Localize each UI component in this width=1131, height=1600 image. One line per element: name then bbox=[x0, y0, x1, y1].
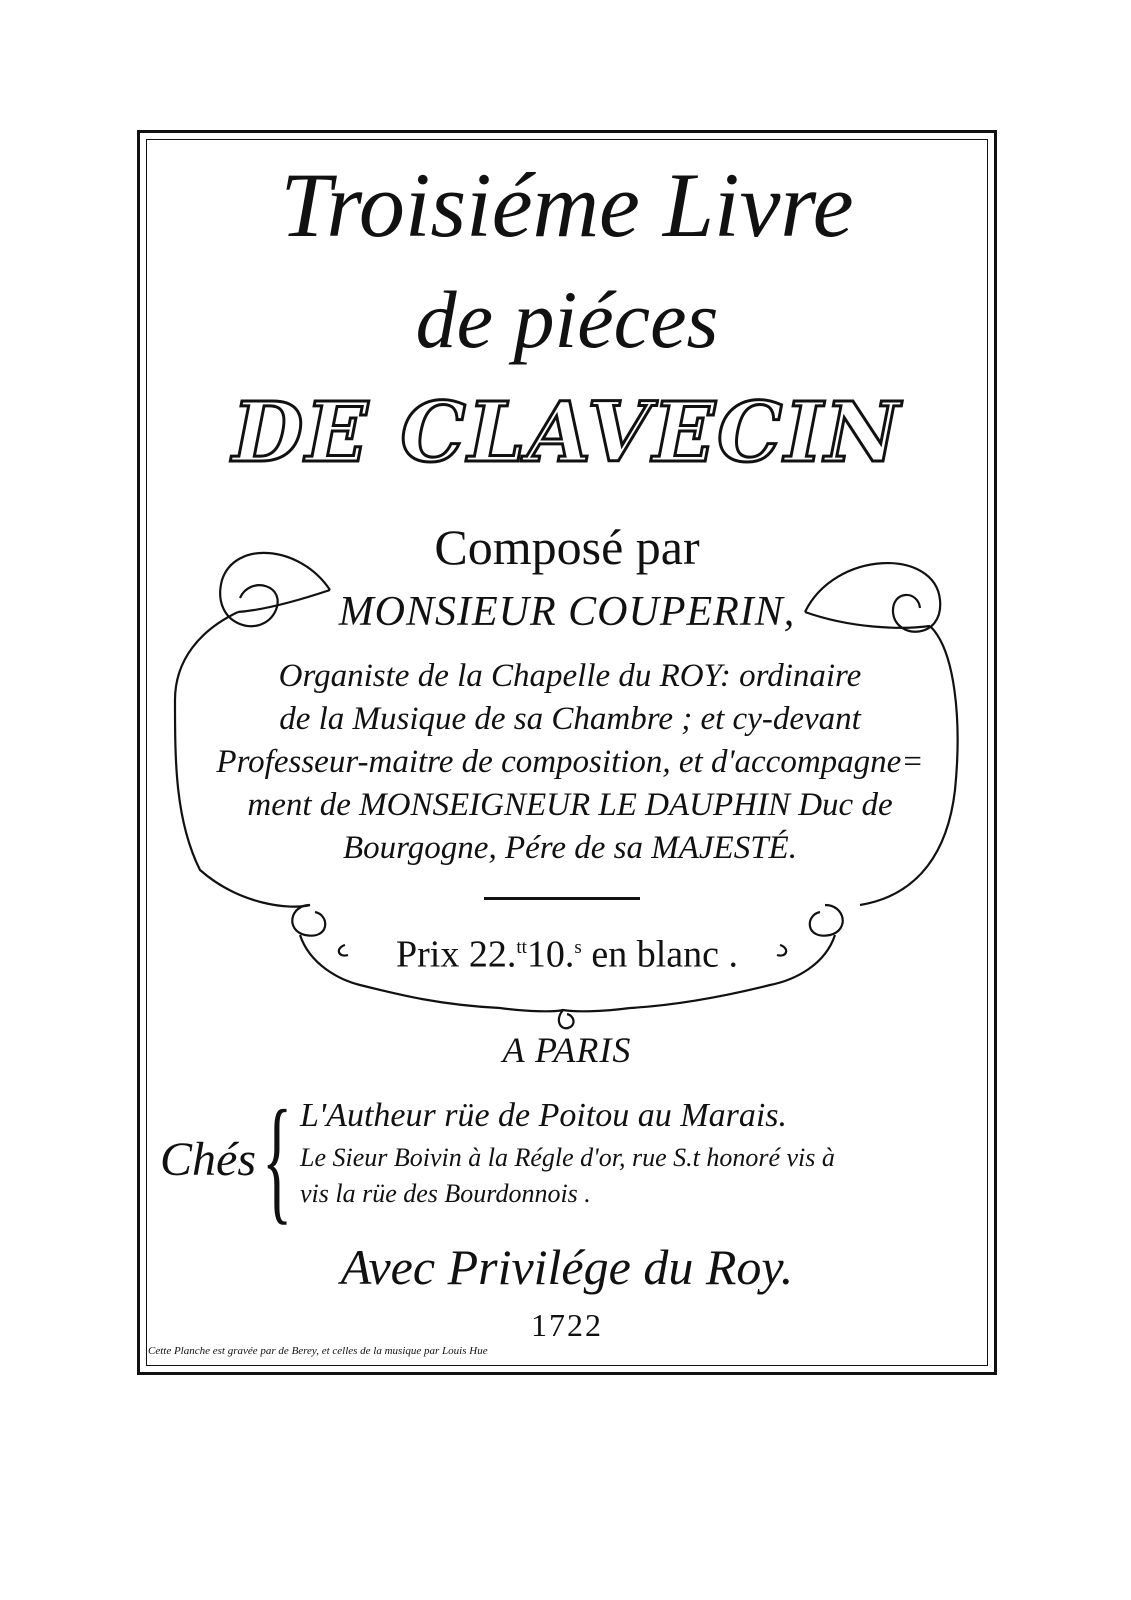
privilege: Avec Privilége du Roy. bbox=[340, 1239, 794, 1295]
place: A PARIS bbox=[502, 1030, 632, 1070]
seller-line-2: Le Sieur Boivin à la Régle d'or, rue S.t honoré vis à bbox=[300, 1143, 835, 1172]
sellers-label: Chés bbox=[160, 1133, 256, 1186]
composed-by: Composé par bbox=[434, 519, 700, 575]
seller-line-1: L'Autheur rüe de Poitou au Marais. bbox=[300, 1097, 788, 1134]
brace-icon: { bbox=[262, 1082, 293, 1237]
year: 1722 bbox=[531, 1307, 603, 1343]
seller-line-3: vis la rüe des Bourdonnois . bbox=[300, 1179, 591, 1208]
title-line-2: de piéces bbox=[415, 274, 719, 365]
description-line-1: Organiste de la Chapelle du ROY: ordinaire bbox=[278, 658, 862, 694]
price-amount-sols: 10. bbox=[526, 933, 575, 976]
price-livres-mark: tt bbox=[516, 937, 527, 958]
price-sols-mark: s bbox=[574, 937, 582, 958]
price-note: en blanc . bbox=[581, 933, 738, 976]
author-name: MONSIEUR COUPERIN, bbox=[338, 589, 796, 635]
price-amount-livres: Prix 22. bbox=[396, 933, 517, 976]
engraving-credit: Cette Planche est gravée par de Berey, et celles de la musique par Louis Hue bbox=[148, 1345, 488, 1357]
title-line-3: DE CLAVECIN bbox=[232, 385, 902, 481]
divider-rule bbox=[484, 897, 640, 900]
description-line-3: Professeur-maitre de composition, et d'accompagne= bbox=[216, 744, 924, 780]
description-line-4: ment de MONSEIGNEUR LE DAUPHIN Duc de bbox=[247, 787, 893, 823]
title-line-1: Troisiéme Livre bbox=[280, 154, 854, 256]
description-line-2: de la Musique de sa Chambre ; et cy-devant bbox=[279, 701, 861, 737]
description-line-5: Bourgogne, Pére de sa MAJESTÉ. bbox=[343, 830, 797, 866]
price bbox=[146, 924, 988, 979]
